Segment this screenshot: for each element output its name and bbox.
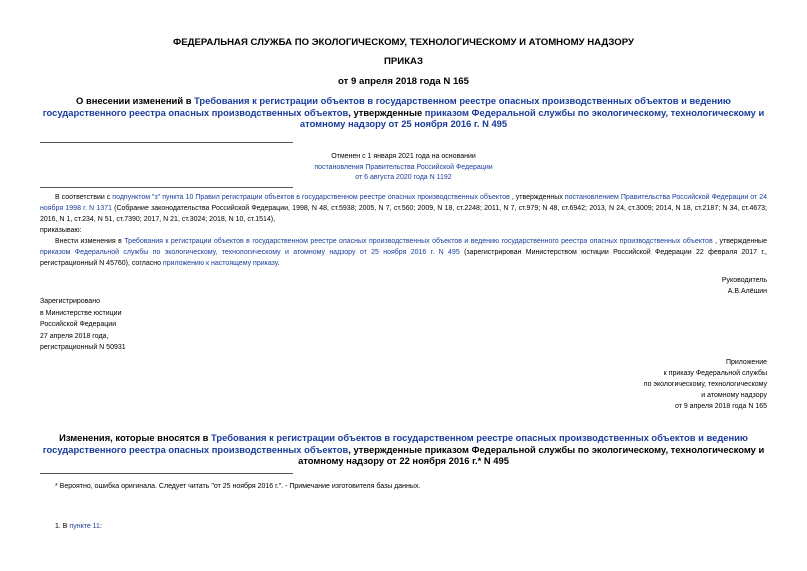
doc-subject <box>40 95 767 130</box>
changes-heading <box>40 432 767 467</box>
registration-line: регистрационный N 50931 <box>40 344 126 351</box>
requirements-link[interactable]: Требования к регистрации объектов в государственном реестре опасных производственных объектов и ведению государственного реестра опасных производственных объектов <box>42 95 731 118</box>
list-item <box>55 523 355 530</box>
government-decree-link[interactable]: постановлением Правительства Российской Федерации от 24 ноября 1998 г. N 1371 <box>40 194 767 212</box>
text: Изменения, которые вносятся в <box>59 432 212 443</box>
text: (Собрание законодательства Российской Федерации, 1998, N 48, ст.5938; 2005, N 7, ст.560; 2009, N 18, ст.2248; 2011, N 7, ст.979; N 48, ст.6942; 2013, N 24, ст.3009; 2014, N 18, ст.2187; N 34, ст.4673; 2016, N 1, ст.234, N 51, ст.7390; 2017, N 21, ст.3024; 2018, N 10, ст.1514), <box>40 205 767 223</box>
requirements-link[interactable]: Требования к регистрации объектов в государственном реестре опасных производственных объектов и ведению государственного реестра опасных производственных объектов <box>42 432 748 455</box>
subject-mid: , утвержденные <box>348 106 425 118</box>
text: . <box>277 260 280 267</box>
registration-line: в Министерстве юстиции <box>40 309 122 317</box>
signer-role: Руководитель <box>721 277 767 284</box>
appendix-link[interactable]: приложению к настоящему приказу <box>162 260 278 267</box>
text: , утвержденные <box>712 238 767 245</box>
appendix-line: от 9 апреля 2018 года N 165 <box>674 403 767 410</box>
order-495-link[interactable]: приказом Федеральной службы по экологическому, технологическому и атомному надзору от 25 ноября 2016 г. N 495 <box>40 249 460 256</box>
doc-type: ПРИКАЗ <box>384 56 423 67</box>
text: , утвержденные приказом Федеральной службы по экологическому, технологическому и атомному надзору от 22 ноября 2016 г.* N 495 <box>298 443 765 466</box>
cancel-decree-link[interactable]: постановления Правительства Российской Федерации <box>314 163 493 171</box>
subject-prefix: О внесении изменений в <box>76 95 195 106</box>
cancel-note <box>200 152 607 184</box>
registration-line: Российской Федерации <box>40 321 117 328</box>
text: (зарегистрирован Министерством юстиции Российской Федерации 22 февраля 2017 г., регистрационный N 45760), согласно <box>40 249 767 267</box>
registration-line: 27 апреля 2018 года, <box>40 332 109 340</box>
appendix-line: Приложение <box>725 359 767 366</box>
agency-title: ФЕДЕРАЛЬНАЯ СЛУЖБА ПО ЭКОЛОГИЧЕСКОМУ, ТЕХНОЛОГИЧЕСКОМУ И АТОМНОМУ НАДЗОРУ <box>173 37 634 48</box>
signer-name: А.В.Алёшин <box>727 288 767 295</box>
registration-line: Зарегистрировано <box>40 298 100 305</box>
text: : <box>99 523 102 530</box>
signature-block <box>527 275 767 297</box>
text: В соответствии с <box>55 194 113 201</box>
paragraph-basis <box>40 192 767 225</box>
cancel-line-1: Отменен с 1 января 2021 года на основании <box>331 153 476 160</box>
clause-11-link[interactable]: пункте 11 <box>69 523 100 530</box>
requirements-link[interactable]: Требования к регистрации объектов в государственном реестре опасных производственных объектов и ведению государственного реестра опасных производственных объектов <box>124 238 713 245</box>
registration-block <box>40 296 240 354</box>
appendix-line: к приказу Федеральной службы <box>663 370 767 377</box>
appendix-block <box>547 357 767 412</box>
divider <box>40 142 293 143</box>
text: , утвержденных <box>509 194 565 201</box>
doc-date-number: от 9 апреля 2018 года N 165 <box>338 76 469 87</box>
order-495-link[interactable]: приказом Федеральной службы по экологическому, технологическому и атомному надзору от 25 ноября 2016 г. N 495 <box>299 106 765 129</box>
order-word: приказываю: <box>40 227 82 234</box>
paragraph-order <box>40 236 767 269</box>
cancel-decree-date-link[interactable]: от 6 августа 2020 года N 1192 <box>355 174 452 181</box>
rules-subclause-link[interactable]: подпунктом "з" пункта 10 Правил регистрации объектов в государственном реестре опасных производственных объектов <box>112 194 510 201</box>
divider <box>40 187 293 188</box>
footnote-divider <box>40 473 293 474</box>
appendix-line: и атомному надзору <box>701 392 767 399</box>
text: 1. В <box>55 523 70 530</box>
footnote: * Вероятно, ошибка оригинала. Следует читать "от 25 ноября 2016 г.". - Примечание изготовителя базы данных. <box>55 483 421 490</box>
appendix-line: по экологическому, технологическому <box>643 381 767 388</box>
text: Внести изменения в <box>55 238 125 245</box>
